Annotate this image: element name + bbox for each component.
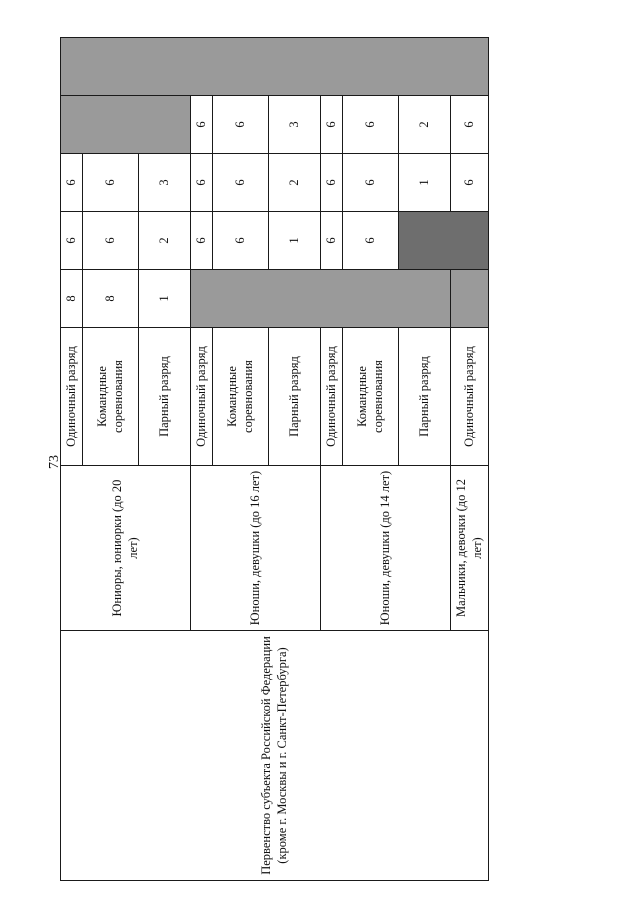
- page-number: 73: [47, 455, 62, 469]
- shaded-cell: [61, 38, 489, 96]
- event-cell: Одиночный разряд: [321, 328, 343, 466]
- age-group-cell: Юноши, девушки (до 14 лет): [321, 466, 451, 631]
- value-cell: 6: [321, 212, 343, 270]
- age-group-cell: Юниоры, юниорки (до 20 лет): [61, 466, 191, 631]
- value-cell: 6: [61, 212, 83, 270]
- value-cell: 6: [213, 154, 269, 212]
- value-cell: 6: [83, 154, 139, 212]
- value-cell: 6: [61, 154, 83, 212]
- rotated-table-container: [60, 38, 484, 881]
- age-group-cell: Мальчики, девочки (до 12 лет): [451, 466, 489, 631]
- table-row: [61, 38, 83, 881]
- value-cell: 6: [343, 212, 399, 270]
- value-cell: 6: [321, 154, 343, 212]
- value-cell: 6: [213, 96, 269, 154]
- shaded-cell: [191, 270, 451, 328]
- value-cell: 8: [61, 270, 83, 328]
- value-cell: 2: [139, 212, 191, 270]
- value-cell: 6: [321, 96, 343, 154]
- value-cell: 6: [451, 154, 489, 212]
- value-cell: 3: [269, 96, 321, 154]
- value-cell: 6: [343, 154, 399, 212]
- competition-name-cell: Первенство субъекта Российской Федерации (кроме г. Москвы и г. Санкт-Петербурга): [61, 631, 489, 881]
- event-cell: Командные соревнования: [83, 328, 139, 466]
- value-cell: 6: [191, 96, 213, 154]
- value-cell: 6: [83, 212, 139, 270]
- value-cell: 6: [191, 154, 213, 212]
- event-cell: Одиночный разряд: [191, 328, 213, 466]
- ranking-table: [60, 37, 489, 881]
- event-cell: Парный разряд: [139, 328, 191, 466]
- shaded-cell: [451, 270, 489, 328]
- value-cell: 8: [83, 270, 139, 328]
- value-cell: 6: [343, 96, 399, 154]
- age-group-cell: Юноши, девушки (до 16 лет): [191, 466, 321, 631]
- value-cell: 6: [451, 96, 489, 154]
- event-cell: Одиночный разряд: [61, 328, 83, 466]
- value-cell: 1: [399, 154, 451, 212]
- value-cell: 2: [269, 154, 321, 212]
- value-cell: 3: [139, 154, 191, 212]
- value-cell: 6: [191, 212, 213, 270]
- value-cell: 1: [269, 212, 321, 270]
- shaded-cell: [61, 96, 191, 154]
- value-cell: 6: [213, 212, 269, 270]
- value-cell: 1: [139, 270, 191, 328]
- value-cell: 2: [399, 96, 451, 154]
- event-cell: Одиночный разряд: [451, 328, 489, 466]
- event-cell: Командные соревнования: [213, 328, 269, 466]
- event-cell: Парный разряд: [269, 328, 321, 466]
- event-cell: Командные соревнования: [343, 328, 399, 466]
- shaded-cell: [399, 212, 489, 270]
- event-cell: Парный разряд: [399, 328, 451, 466]
